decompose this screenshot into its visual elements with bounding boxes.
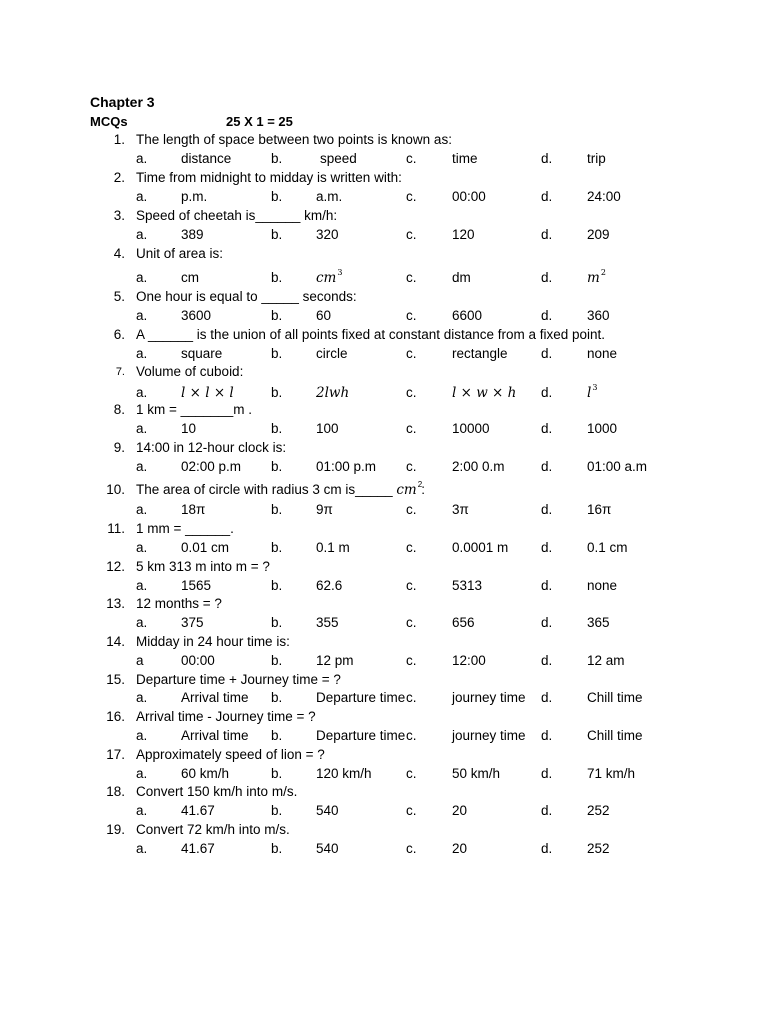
option-d-label: d. <box>541 690 553 705</box>
option-c-label: c. <box>406 421 417 436</box>
option-a-label: a. <box>136 270 148 285</box>
question-text: Departure time + Journey time = ? <box>136 672 341 687</box>
option-b-label: b. <box>271 766 283 781</box>
chapter-title: Chapter 3 <box>90 94 155 110</box>
option-a-label: a. <box>136 540 148 555</box>
option-c-label: c. <box>406 270 417 285</box>
option-a-label: a. <box>136 690 148 705</box>
question-number: 4. <box>113 246 125 261</box>
option-c-value: l × w × h <box>452 385 517 401</box>
option-d-label: d. <box>541 615 553 630</box>
option-a-value: Arrival time <box>181 728 249 743</box>
option-b-label: b. <box>271 227 283 242</box>
option-c-label: c. <box>406 766 417 781</box>
option-b-value: speed <box>320 151 357 166</box>
math-unit: cm <box>396 482 417 498</box>
option-a-value: 1565 <box>181 578 212 593</box>
option-d-label: d. <box>541 227 553 242</box>
option-d-value: 252 <box>587 841 610 856</box>
question-number: 11. <box>107 521 125 536</box>
option-a-value: Arrival time <box>181 690 249 705</box>
option-d-label: d. <box>541 841 553 856</box>
option-b-value: Departure time <box>316 690 406 705</box>
option-c-label: c. <box>406 385 417 400</box>
option-b-label: b. <box>271 653 283 668</box>
option-d-value: 71 km/h <box>587 766 636 781</box>
option-c-value: 12:00 <box>452 653 486 668</box>
option-a-value: 02:00 p.m <box>181 459 242 474</box>
question-number: 7. <box>115 366 125 378</box>
question-text: Convert 72 km/h into m/s. <box>136 822 290 837</box>
question-text: 12 months = ? <box>136 596 222 611</box>
superscript: 2 <box>600 268 606 277</box>
option-b-label: b. <box>271 690 283 705</box>
option-b-label: b. <box>271 502 283 517</box>
question-number: 14. <box>106 634 125 649</box>
option-a-value: l × l × l <box>181 385 234 401</box>
question-number: 9. <box>113 440 125 455</box>
option-b-label: b. <box>271 615 283 630</box>
option-d-value: 12 am <box>587 653 625 668</box>
question-text: A ______ is the union of all points fixed at constant distance from a fixed point. <box>136 327 606 342</box>
option-a-label: a. <box>136 766 148 781</box>
option-c-value: 00:00 <box>452 189 486 204</box>
option-b-value: 0.1 m <box>316 540 350 555</box>
option-b-value: 2lwh <box>316 385 350 401</box>
option-d-value: Chill time <box>587 690 643 705</box>
option-a-value: 41.67 <box>181 841 215 856</box>
option-b-label: b. <box>271 728 283 743</box>
option-b-value: 60 <box>316 308 332 323</box>
option-b-value: Departure time <box>316 728 406 743</box>
option-c-label: c. <box>406 653 417 668</box>
question-number: 6. <box>113 327 125 342</box>
superscript: 3 <box>337 268 343 277</box>
option-d-label: d. <box>541 803 553 818</box>
option-b-value: 100 <box>316 421 339 436</box>
option-b-value: 01:00 p.m <box>316 459 377 474</box>
question-text: Arrival time - Journey time = ? <box>136 709 316 724</box>
option-c-value: 10000 <box>452 421 490 436</box>
option-c-value: 50 km/h <box>452 766 501 781</box>
option-c-label: c. <box>406 540 417 555</box>
option-b-value: 9π <box>316 502 333 517</box>
option-d-value: 209 <box>587 227 610 242</box>
option-b-value: 62.6 <box>316 578 343 593</box>
option-c-label: c. <box>406 151 417 166</box>
option-c-label: c. <box>406 308 417 323</box>
question-number: 18. <box>106 784 125 799</box>
option-c-label: c. <box>406 189 417 204</box>
option-d-value: none <box>587 578 618 593</box>
question-number: 1. <box>113 132 125 147</box>
question-text: 14:00 in 12-hour clock is: <box>136 440 287 455</box>
option-d-value: 1000 <box>587 421 618 436</box>
question-number: 19. <box>106 822 125 837</box>
option-a-label: a. <box>136 189 148 204</box>
option-a-value: 10 <box>181 421 197 436</box>
option-a-label: a. <box>136 227 148 242</box>
option-d-value: 360 <box>587 308 610 323</box>
option-d-label: d. <box>541 308 553 323</box>
option-c-label: c. <box>406 502 417 517</box>
option-b-label: b. <box>271 421 283 436</box>
question-number: 3. <box>113 208 125 223</box>
option-c-value: 3π <box>452 502 469 517</box>
question-number: 15. <box>106 672 125 687</box>
option-c-value: 5313 <box>452 578 483 593</box>
marks-label: 25 X 1 = 25 <box>226 114 293 129</box>
option-d-value: 16π <box>587 502 612 517</box>
option-b-label: b. <box>271 803 283 818</box>
option-c-label: c. <box>406 615 417 630</box>
option-a-label: a. <box>136 459 148 474</box>
option-b-label: b. <box>271 385 283 400</box>
option-b-label: b. <box>271 578 283 593</box>
option-c-label: c. <box>406 346 417 361</box>
option-c-label: c. <box>406 690 417 705</box>
option-b-value: 320 <box>316 227 339 242</box>
option-b-label: b. <box>271 459 283 474</box>
question-number: 13. <box>106 596 125 611</box>
option-b-label: b. <box>271 270 283 285</box>
option-c-value: journey time <box>452 690 526 705</box>
option-a-label: a. <box>136 151 148 166</box>
option-c-label: c. <box>406 803 417 818</box>
option-a-label: a. <box>136 803 148 818</box>
option-d-label: d. <box>541 766 553 781</box>
option-d-value: none <box>587 346 618 361</box>
question-text: Approximately speed of lion = ? <box>136 747 325 762</box>
option-d-label: d. <box>541 189 553 204</box>
option-d-label: d. <box>541 421 553 436</box>
option-c-value: dm <box>452 270 471 285</box>
question-text: Speed of cheetah is______ km/h: <box>136 208 338 223</box>
option-d-value: 365 <box>587 615 610 630</box>
option-c-value: 2:00 0.m <box>452 459 505 474</box>
option-a-value: 60 km/h <box>181 766 230 781</box>
question-text: Midday in 24 hour time is: <box>136 634 290 649</box>
option-d-label: d. <box>541 385 553 400</box>
section-title: MCQs <box>90 114 128 129</box>
option-d-label: d. <box>541 653 553 668</box>
option-b-value: a.m. <box>316 189 343 204</box>
question-text: One hour is equal to _____ seconds: <box>136 289 357 304</box>
option-d-label: d. <box>541 728 553 743</box>
option-c-value: 0.0001 m <box>452 540 509 555</box>
option-a-label: a. <box>136 841 148 856</box>
option-a-label: a. <box>136 346 148 361</box>
option-b-label: b. <box>271 308 283 323</box>
option-b-value: 540 <box>316 841 339 856</box>
option-a-label: a <box>136 653 144 668</box>
option-a-value: cm <box>181 270 199 285</box>
option-a-value: 389 <box>181 227 204 242</box>
option-a-value: 3600 <box>181 308 212 323</box>
option-c-value: 656 <box>452 615 475 630</box>
option-c-value: 6600 <box>452 308 483 323</box>
question-text: Volume of cuboid: <box>136 364 244 379</box>
question-text: 1 mm = ______. <box>136 521 234 536</box>
question-text: Unit of area is: <box>136 246 224 261</box>
option-c-value: time <box>452 151 478 166</box>
option-d-label: d. <box>541 578 553 593</box>
question-number: 2. <box>113 170 125 185</box>
option-c-label: c. <box>406 227 417 242</box>
option-c-label: c. <box>406 728 417 743</box>
option-d-label: d. <box>541 346 553 361</box>
option-c-label: c. <box>406 459 417 474</box>
question-number: 16. <box>106 709 125 724</box>
option-a-value: 0.01 cm <box>181 540 230 555</box>
option-b-label: b. <box>271 346 283 361</box>
option-b-label: b. <box>271 151 283 166</box>
option-a-value: 41.67 <box>181 803 215 818</box>
option-b-label: b. <box>271 189 283 204</box>
option-a-label: a. <box>136 421 148 436</box>
superscript: 2 <box>417 480 423 489</box>
option-a-value: 18π <box>181 502 206 517</box>
question-text: The area of circle with radius 3 cm is_____ $cm^2$: <box>136 480 425 498</box>
option-c-label: c. <box>406 578 417 593</box>
question-number: 8. <box>113 402 125 417</box>
option-b-value: 120 km/h <box>316 766 372 781</box>
question-text: Time from midnight to midday is written with: <box>136 170 402 185</box>
option-c-value: 120 <box>452 227 475 242</box>
question-text: 5 km 313 m into m = ? <box>136 559 270 574</box>
option-b-label: b. <box>271 540 283 555</box>
option-d-value: trip <box>587 151 606 166</box>
option-d-label: d. <box>541 151 553 166</box>
option-a-label: a. <box>136 502 148 517</box>
option-d-value: $l^3$ <box>587 383 598 401</box>
option-a-label: a. <box>136 615 148 630</box>
option-d-value: 0.1 cm <box>587 540 628 555</box>
question-number: 12. <box>106 559 125 574</box>
option-b-value: 12 pm <box>316 653 354 668</box>
option-a-label: a. <box>136 385 148 400</box>
option-c-value: 20 <box>452 841 468 856</box>
option-c-value: journey time <box>452 728 526 743</box>
option-a-value: 375 <box>181 615 204 630</box>
option-d-value: Chill time <box>587 728 643 743</box>
option-d-label: d. <box>541 459 553 474</box>
option-b-value: 355 <box>316 615 339 630</box>
option-d-value: 252 <box>587 803 610 818</box>
option-a-value: square <box>181 346 223 361</box>
option-b-value: 540 <box>316 803 339 818</box>
question-text: 1 km = _______m . <box>136 402 252 417</box>
question-text: Convert 150 km/h into m/s. <box>136 784 298 799</box>
option-a-value: 00:00 <box>181 653 215 668</box>
option-c-value: 20 <box>452 803 468 818</box>
superscript: 3 <box>592 383 598 392</box>
option-a-value: distance <box>181 151 232 166</box>
option-b-label: b. <box>271 841 283 856</box>
option-a-label: a. <box>136 578 148 593</box>
question-number: 5. <box>113 289 125 304</box>
option-b-value: $cm^3$ <box>316 268 343 286</box>
question-text: The length of space between two points is known as: <box>136 132 452 147</box>
option-a-label: a. <box>136 728 148 743</box>
option-d-value: 01:00 a.m <box>587 459 648 474</box>
option-d-value: $m^2$ <box>587 268 606 286</box>
option-c-label: c. <box>406 841 417 856</box>
option-d-label: d. <box>541 270 553 285</box>
question-number: 10. <box>106 482 125 497</box>
option-d-value: 24:00 <box>587 189 621 204</box>
option-a-value: p.m. <box>181 189 208 204</box>
option-c-value: rectangle <box>452 346 508 361</box>
question-number: 17. <box>106 747 125 762</box>
option-d-label: d. <box>541 502 553 517</box>
option-b-value: circle <box>316 346 348 361</box>
option-d-label: d. <box>541 540 553 555</box>
option-a-label: a. <box>136 308 148 323</box>
